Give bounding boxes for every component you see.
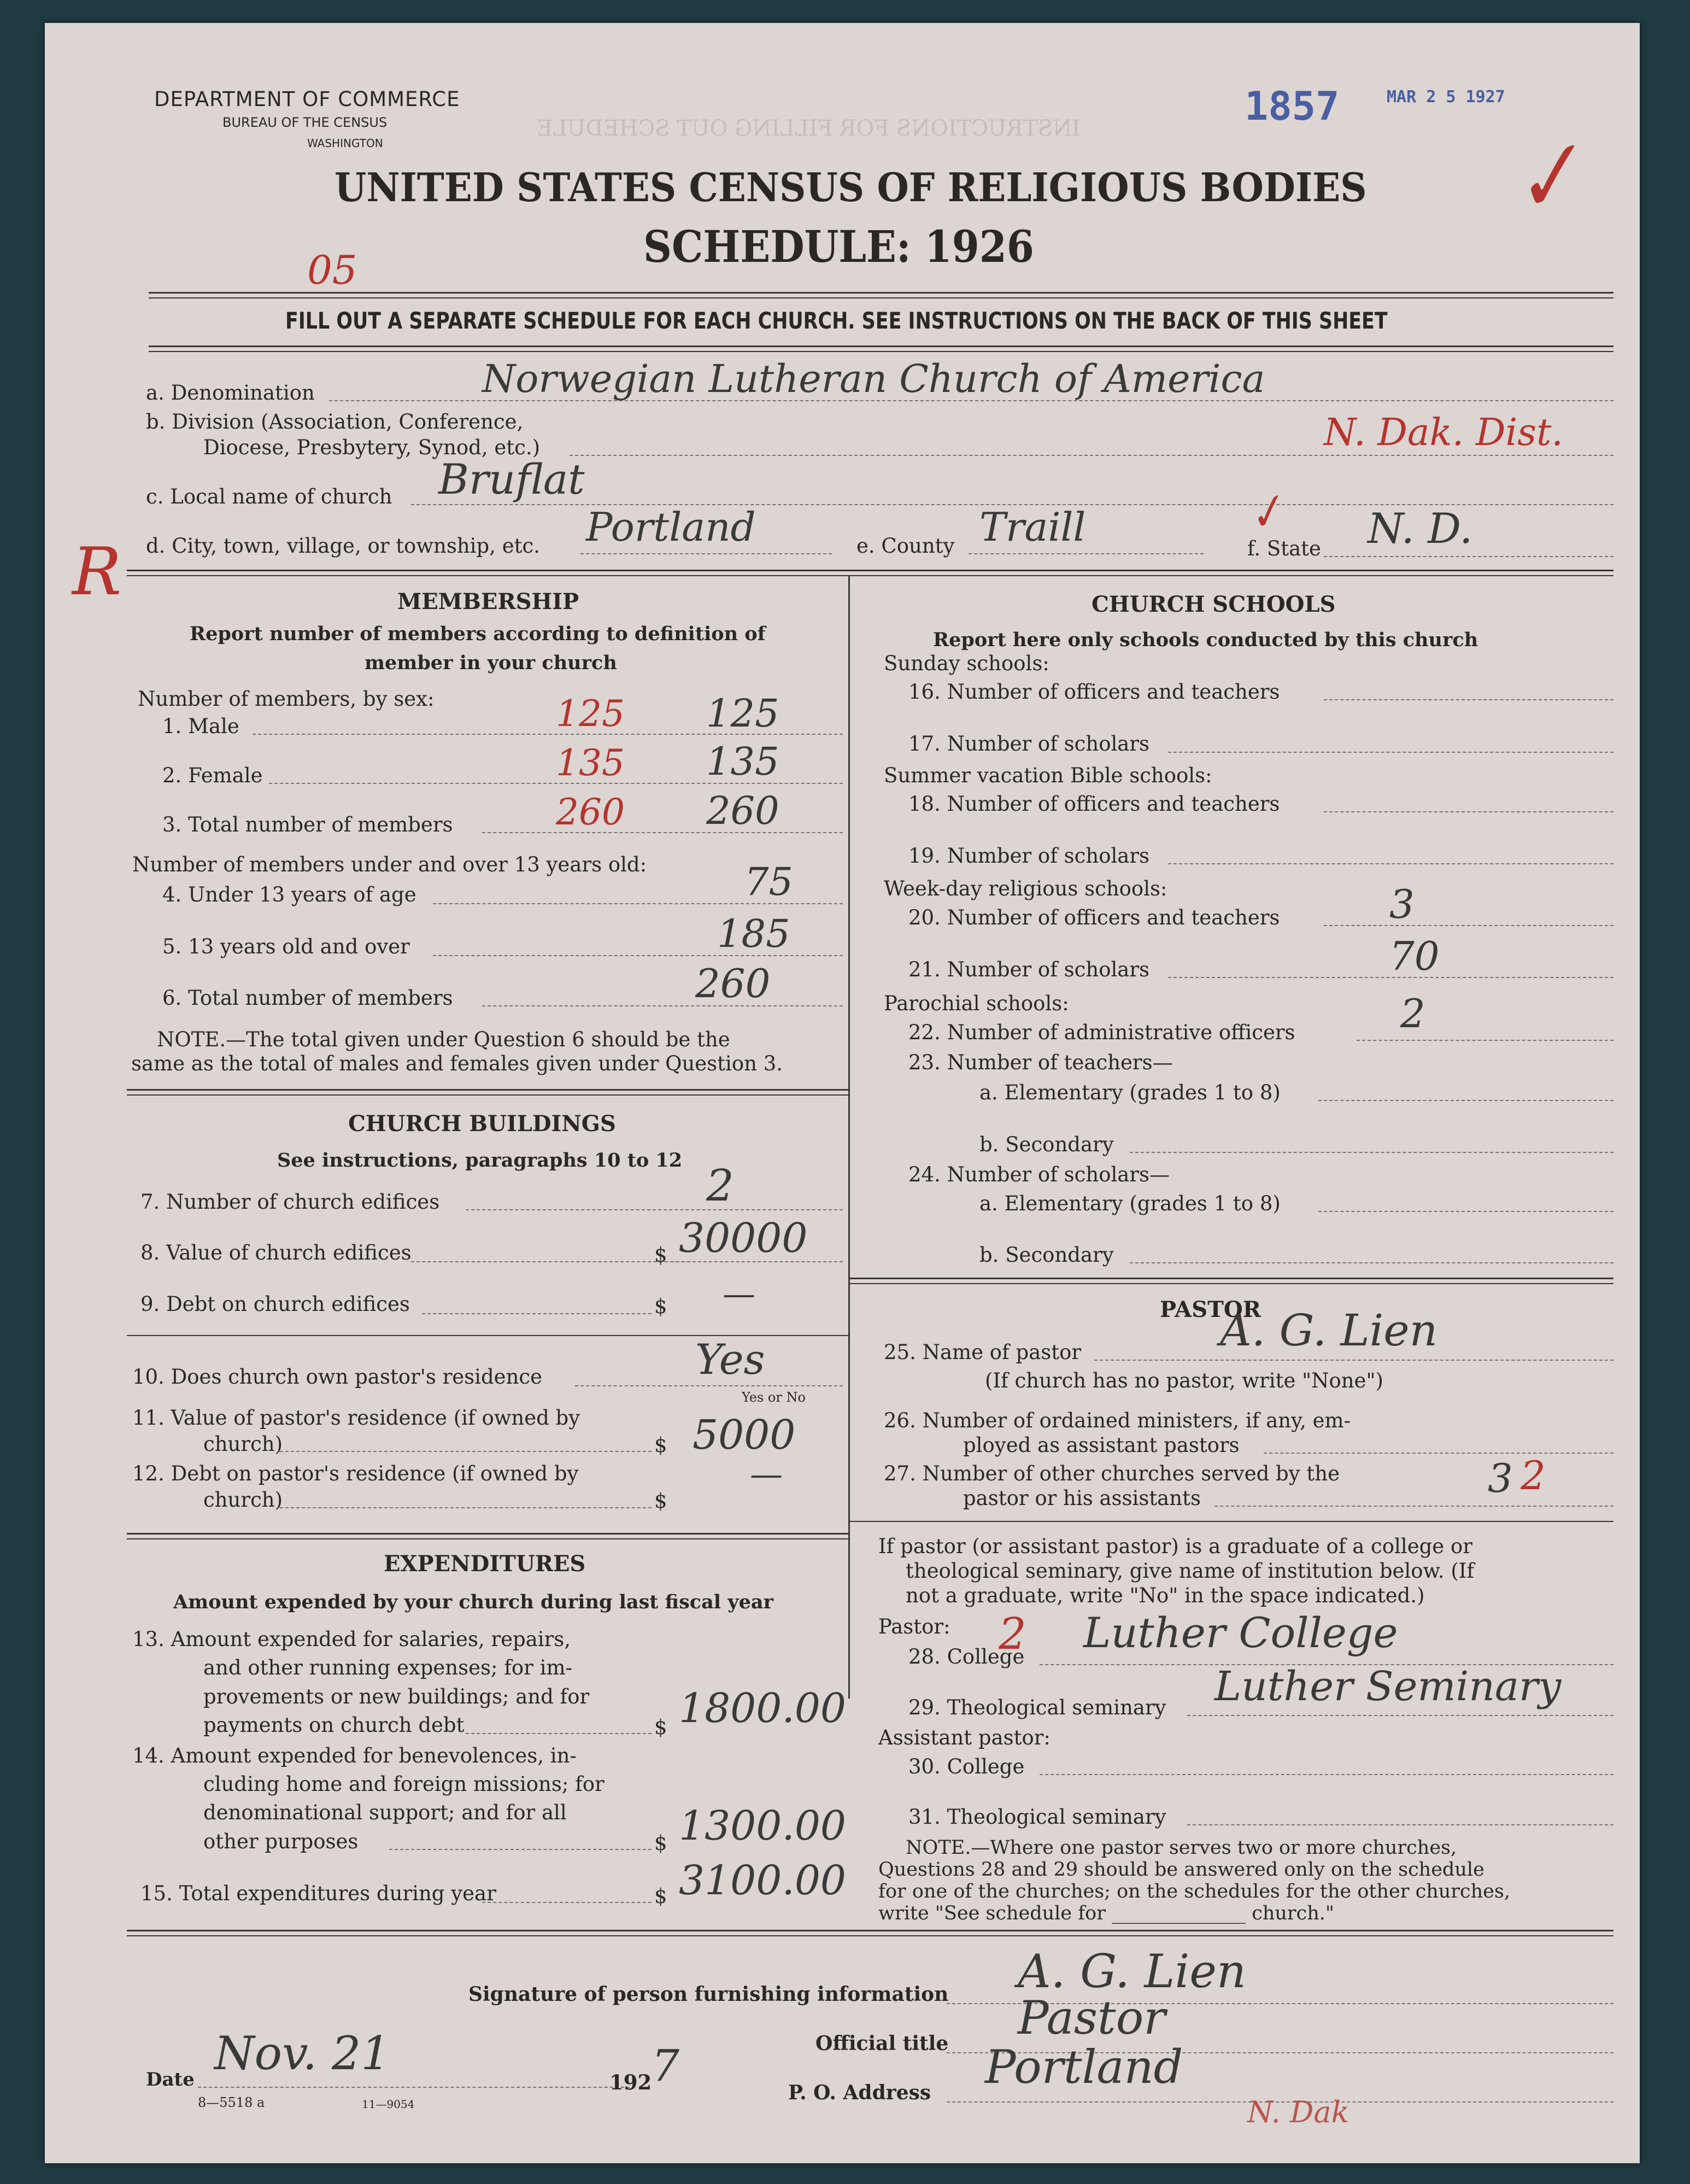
- q3-total-red-value: 260: [556, 791, 625, 833]
- q23b-label: b. Secondary: [979, 1133, 1114, 1156]
- q26-label-1: 26. Number of ordained ministers, if any, em-: [884, 1409, 1351, 1432]
- q3-total-field[interactable]: 260: [706, 788, 779, 833]
- schedule-title: SCHEDULE: 1926: [643, 221, 1034, 272]
- q12-debt-label: 12. Debt on pastor's residence (if owned by: [132, 1462, 579, 1485]
- q3-total-label: 3. Total number of members: [162, 813, 453, 836]
- q4-under13-label: 4. Under 13 years of age: [162, 883, 416, 906]
- city-label: WASHINGTON: [307, 137, 383, 150]
- instruction-banner: FILL OUT A SEPARATE SCHEDULE FOR EACH CHURCH. SEE INSTRUCTIONS ON THE BACK OF THIS SHEET: [285, 307, 1388, 334]
- local-name-field[interactable]: Bruflat: [438, 455, 585, 503]
- q13-label-2: and other running expenses; for im-: [203, 1656, 573, 1679]
- q14-label-3: denominational support; and for all: [203, 1801, 567, 1824]
- q14-label-2: cluding home and foreign missions; for: [203, 1772, 605, 1796]
- q27-field[interactable]: 3: [1488, 1455, 1513, 1501]
- q8-value-label: 8. Value of church edifices: [140, 1241, 412, 1264]
- expenditures-subtitle: Amount expended by your church during last fiscal year: [173, 1591, 773, 1613]
- year-prefix: 192: [609, 2070, 652, 2094]
- q24b-label: b. Secondary: [979, 1243, 1114, 1267]
- q12-debt-field[interactable]: —: [750, 1455, 783, 1494]
- local-name-label: c. Local name of church: [146, 485, 392, 508]
- q14-label-1: 14. Amount expended for benevolences, in-: [132, 1744, 577, 1767]
- membership-note-1: NOTE.—The total given under Question 6 should be the: [157, 1028, 730, 1051]
- graduate-instr-3: not a graduate, write "No" in the space indicated.): [906, 1584, 1425, 1607]
- membership-section-title: MEMBERSHIP: [397, 589, 579, 614]
- q8-value-field[interactable]: 30000: [679, 1215, 808, 1262]
- membership-subtitle-1: Report number of members according to definition of: [190, 623, 766, 645]
- q28-label: 28. College: [908, 1645, 1025, 1668]
- buildings-subtitle: See instructions, paragraphs 10 to 12: [277, 1149, 683, 1172]
- q6-total-field[interactable]: 260: [695, 961, 771, 1006]
- q14-dollar-sign: $: [654, 1831, 667, 1855]
- form-title: UNITED STATES CENSUS OF RELIGIOUS BODIES: [335, 164, 1367, 210]
- q13-label-4: payments on church debt: [203, 1713, 465, 1737]
- q24a-label: a. Elementary (grades 1 to 8): [979, 1192, 1281, 1215]
- state-label: f. State: [1247, 537, 1321, 560]
- po-address-red-note: N. Dak: [1247, 2095, 1349, 2129]
- denomination-field[interactable]: Norwegian Lutheran Church of America: [482, 356, 1265, 401]
- q25-pastor-name-field[interactable]: A. G. Lien: [1220, 1305, 1438, 1356]
- official-title-label: Official title: [815, 2032, 949, 2055]
- red-tick-county: ✓: [1240, 483, 1292, 543]
- q1-male-red-value: 125: [556, 693, 625, 735]
- department-label: DEPARTMENT OF COMMERCE: [154, 87, 460, 111]
- weekday-schools-label: Week-day religious schools:: [884, 877, 1167, 900]
- q10-residence-field[interactable]: Yes: [695, 1335, 765, 1384]
- date-field[interactable]: Nov. 21: [214, 2027, 390, 2080]
- members-by-age-label: Number of members under and over 13 years old:: [132, 853, 647, 876]
- q4-under13-field[interactable]: 75: [744, 859, 794, 904]
- q15-dollar-sign: $: [654, 1884, 667, 1908]
- members-by-sex-label: Number of members, by sex:: [138, 687, 435, 711]
- q9-dollar-sign: $: [654, 1295, 667, 1318]
- q31-label: 31. Theological seminary: [908, 1805, 1166, 1829]
- q11-value-field[interactable]: 5000: [693, 1412, 796, 1459]
- q5-over13-field[interactable]: 185: [717, 911, 790, 956]
- year-field[interactable]: 7: [652, 2040, 679, 2091]
- pastor-note-4: write "See schedule for ______________ church.": [878, 1902, 1335, 1924]
- q1-male-label: 1. Male: [162, 715, 239, 738]
- q11-value-label: 11. Value of pastor's residence (if owned by: [132, 1406, 580, 1430]
- pastor-note-1: NOTE.—Where one pastor serves two or more churches,: [906, 1837, 1457, 1859]
- q12-dollar-sign: $: [654, 1489, 667, 1513]
- red-code-05: 05: [307, 247, 357, 293]
- schools-subtitle: Report here only schools conducted by this church: [933, 629, 1478, 651]
- red-check-mark: ✓: [1498, 119, 1595, 237]
- census-form-sheet: [45, 23, 1640, 2163]
- q13-label-1: 13. Amount expended for salaries, repairs,: [132, 1627, 571, 1651]
- pastor-note-2: Questions 28 and 29 should be answered only on the schedule: [878, 1859, 1484, 1881]
- division-label: b. Division (Association, Conference,: [146, 410, 524, 434]
- city-town-field[interactable]: Portland: [586, 504, 756, 550]
- q25-label: 25. Name of pastor: [884, 1340, 1082, 1364]
- membership-subtitle-2: member in your church: [365, 652, 617, 674]
- q15-total-field[interactable]: 3100.00: [679, 1857, 847, 1904]
- q7-edifices-field[interactable]: 2: [706, 1160, 734, 1211]
- expenditures-section-title: EXPENDITURES: [384, 1551, 586, 1577]
- q13-dollar-sign: $: [654, 1715, 667, 1739]
- q13-label-3: provements or new buildings; and for: [203, 1685, 590, 1708]
- q8-dollar-sign: $: [654, 1243, 667, 1267]
- q19-label: 19. Number of scholars: [908, 844, 1150, 868]
- q28-red-mark: 2: [999, 1608, 1026, 1659]
- q11-value-label-2: church): [203, 1432, 283, 1456]
- county-label: e. County: [856, 534, 955, 558]
- q1-male-field[interactable]: 125: [706, 691, 779, 736]
- form-number: 8—5518 a: [198, 2095, 265, 2110]
- q29-seminary-field[interactable]: Luther Seminary: [1214, 1663, 1562, 1710]
- q21-field[interactable]: 70: [1389, 933, 1440, 979]
- q2-female-label: 2. Female: [162, 764, 263, 787]
- q5-over13-label: 5. 13 years old and over: [162, 935, 410, 958]
- q25-note: (If church has no pastor, write "None"): [985, 1369, 1383, 1392]
- q12-debt-label-2: church): [203, 1488, 283, 1512]
- q22-field[interactable]: 2: [1400, 991, 1425, 1037]
- q24-label: 24. Number of scholars—: [908, 1163, 1170, 1186]
- date-label: Date: [146, 2069, 195, 2091]
- q23a-label: a. Elementary (grades 1 to 8): [979, 1081, 1281, 1104]
- graduate-instr-1: If pastor (or assistant pastor) is a graduate of a college or: [878, 1535, 1472, 1558]
- q27-red-correction: 2: [1521, 1453, 1546, 1498]
- sunday-schools-label: Sunday schools:: [884, 652, 1049, 675]
- county-field[interactable]: Traill: [979, 504, 1086, 550]
- q20-label: 20. Number of officers and teachers: [908, 906, 1280, 929]
- q9-debt-label: 9. Debt on church edifices: [140, 1292, 410, 1316]
- po-address-label: P. O. Address: [788, 2081, 931, 2104]
- graduate-instr-2: theological seminary, give name of institution below. (If: [906, 1559, 1475, 1583]
- division-field[interactable]: N. Dak. Dist.: [1324, 411, 1563, 454]
- schools-section-title: CHURCH SCHOOLS: [1092, 592, 1336, 617]
- bureau-label: BUREAU OF THE CENSUS: [222, 115, 388, 130]
- city-town-label: d. City, town, village, or township, etc.: [146, 534, 540, 558]
- q10-residence-label: 10. Does church own pastor's residence: [132, 1365, 543, 1389]
- division-label-2: Diocese, Presbytery, Synod, etc.): [203, 436, 541, 459]
- q30-label: 30. College: [908, 1755, 1025, 1778]
- signature-label: Signature of person furnishing information: [468, 1983, 949, 2006]
- q13-amount-field[interactable]: 1800.00: [679, 1685, 847, 1732]
- q23-label: 23. Number of teachers—: [908, 1051, 1173, 1074]
- q15-total-label: 15. Total expenditures during year: [140, 1882, 496, 1905]
- red-r-mark: R: [72, 534, 122, 610]
- q9-debt-field[interactable]: —: [723, 1275, 755, 1313]
- q28-college-field[interactable]: Luther College: [1083, 1608, 1398, 1657]
- q10-yes-no-hint: Yes or No: [742, 1390, 806, 1405]
- q14-amount-field[interactable]: 1300.00: [679, 1802, 847, 1849]
- signature-field[interactable]: A. G. Lien: [1018, 1945, 1247, 1998]
- q18-label: 18. Number of officers and teachers: [908, 792, 1280, 816]
- po-address-field[interactable]: Portland: [985, 2040, 1183, 2094]
- stamp-number: 1857: [1245, 83, 1340, 129]
- q2-female-red-value: 135: [556, 742, 625, 784]
- state-field[interactable]: N. D.: [1368, 504, 1473, 553]
- q2-female-field[interactable]: 135: [706, 739, 779, 784]
- q29-label: 29. Theological seminary: [908, 1696, 1166, 1719]
- q14-label-4: other purposes: [203, 1830, 359, 1853]
- q26-label-2: ployed as assistant pastors: [963, 1433, 1240, 1457]
- pastor-edu-label: Pastor:: [878, 1615, 950, 1638]
- denomination-label: a. Denomination: [146, 381, 315, 405]
- q21-label: 21. Number of scholars: [908, 958, 1150, 981]
- print-number: 11—9054: [362, 2098, 415, 2111]
- q11-dollar-sign: $: [654, 1433, 667, 1457]
- q20-field[interactable]: 3: [1389, 881, 1415, 927]
- q17-label: 17. Number of scholars: [908, 732, 1150, 756]
- q27-label-1: 27. Number of other churches served by the: [884, 1462, 1340, 1485]
- q16-label: 16. Number of officers and teachers: [908, 680, 1280, 704]
- parochial-schools-label: Parochial schools:: [884, 992, 1069, 1015]
- official-title-field[interactable]: Pastor: [1018, 1991, 1166, 2045]
- membership-note-2: same as the total of males and females given under Question 3.: [131, 1052, 783, 1075]
- assistant-edu-label: Assistant pastor:: [878, 1726, 1051, 1749]
- pastor-note-3: for one of the churches; on the schedules for the other churches,: [878, 1881, 1510, 1902]
- show-through-text: INSTRUCTIONS FOR FILLING OUT SCHEDULE: [537, 116, 1081, 141]
- buildings-section-title: CHURCH BUILDINGS: [348, 1111, 616, 1137]
- pastor-section-title: PASTOR: [1160, 1297, 1261, 1322]
- q27-label-2: pastor or his assistants: [963, 1486, 1201, 1510]
- stamp-date: MAR 2 5 1927: [1387, 87, 1505, 107]
- q6-total-label: 6. Total number of members: [162, 986, 453, 1010]
- q7-edifices-label: 7. Number of church edifices: [140, 1190, 440, 1214]
- summer-schools-label: Summer vacation Bible schools:: [884, 764, 1212, 787]
- q22-label: 22. Number of administrative officers: [908, 1021, 1295, 1044]
